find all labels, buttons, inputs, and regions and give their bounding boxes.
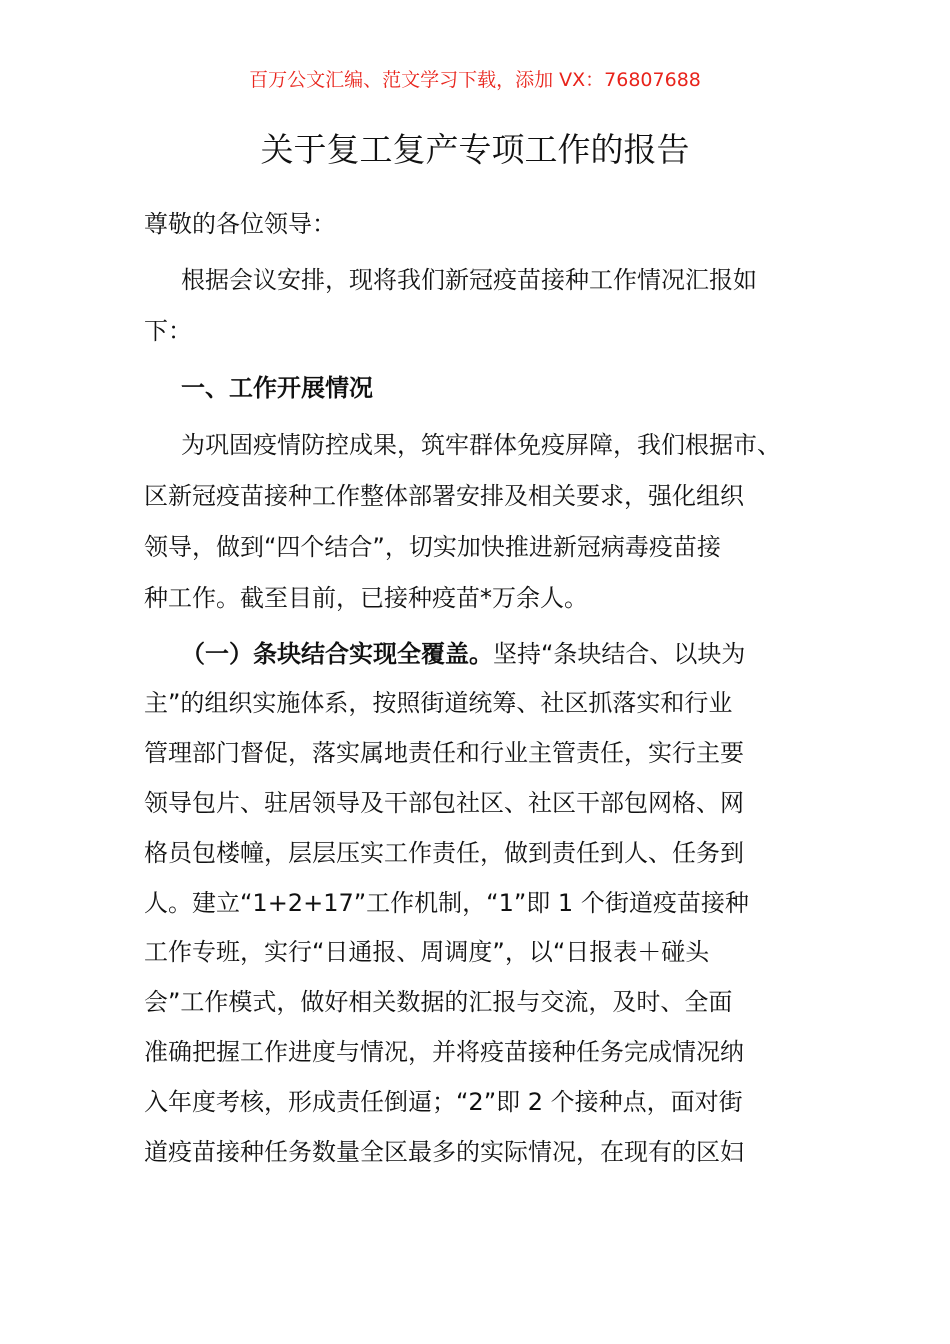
- paragraph-line: 准确把握工作进度与情况，并将疫苗接种任务完成情况纳: [144, 1038, 744, 1066]
- paragraph-line: 工作专班，实行“日通报、周调度”，以“日报表＋碰头: [144, 938, 710, 966]
- salutation: 尊敬的各位领导：: [144, 210, 336, 238]
- paragraph-line: 会”工作模式，做好相关数据的汇报与交流，及时、全面: [144, 988, 733, 1016]
- paragraph-line: 人。建立“1+2+17”工作机制，“1”即 1 个街道疫苗接种: [144, 889, 749, 917]
- paragraph-line: 领导，做到“四个结合”，切实加快推进新冠病毒疫苗接: [144, 533, 721, 561]
- section-heading: 一、工作开展情况: [181, 374, 373, 402]
- intro-line: 根据会议安排，现将我们新冠疫苗接种工作情况汇报如: [181, 266, 757, 294]
- subsection-text: 坚持“条块结合、以块为: [493, 640, 746, 668]
- watermark-contact: 百万公文汇编、范文学习下载，添加 VX：76807688: [249, 69, 701, 91]
- subsection-heading: （一）条块结合实现全覆盖。: [181, 640, 493, 668]
- paragraph-line: 区新冠疫苗接种工作整体部署安排及相关要求，强化组织: [144, 482, 744, 510]
- document-title: 关于复工复产专项工作的报告: [260, 130, 690, 169]
- paragraph-line: 种工作。截至目前，已接种疫苗*万余人。: [144, 584, 588, 612]
- paragraph-line: 领导包片、驻居领导及干部包社区、社区干部包网格、网: [144, 789, 744, 817]
- intro-line: 下：: [144, 317, 192, 345]
- paragraph-line: 主”的组织实施体系，按照街道统筹、社区抓落实和行业: [144, 689, 733, 717]
- paragraph-line: 道疫苗接种任务数量全区最多的实际情况，在现有的区妇: [144, 1138, 744, 1166]
- paragraph-line: 为巩固疫情防控成果，筑牢群体免疫屏障，我们根据市、: [181, 431, 781, 459]
- subsection-first-line: [181, 636, 745, 672]
- paragraph-line: 管理部门督促，落实属地责任和行业主管责任，实行主要: [144, 739, 744, 767]
- paragraph-line: 格员包楼幢，层层压实工作责任，做到责任到人、任务到: [144, 839, 744, 867]
- paragraph-line: 入年度考核，形成责任倒逼；“2”即 2 个接种点，面对街: [144, 1088, 743, 1116]
